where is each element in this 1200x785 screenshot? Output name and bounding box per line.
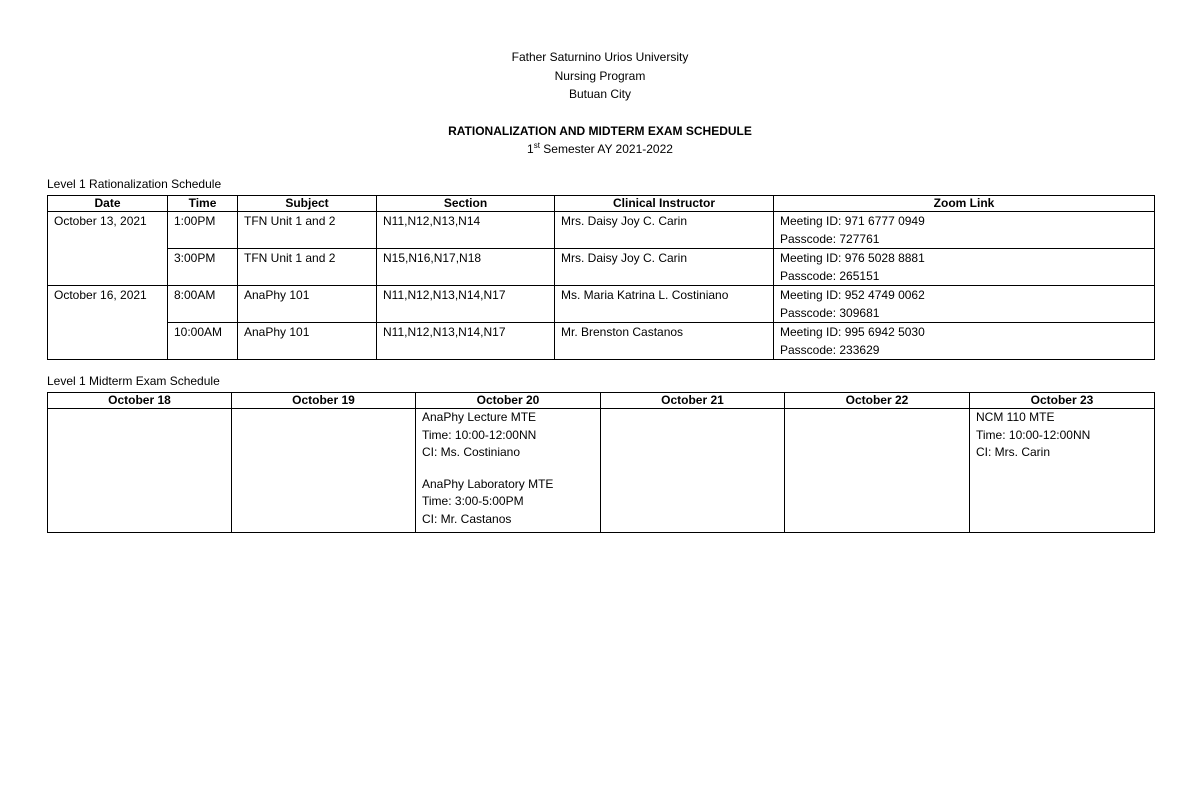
table-header-row [48,196,1155,212]
column-header-october-21: October 21 [601,393,785,409]
time-cell: 1:00PM [168,212,238,249]
exam-time: Time: 10:00-12:00NN [976,427,1091,442]
table-header-row [48,393,1155,409]
subject-cell: TFN Unit 1 and 2 [238,249,377,286]
exam-instructor: CI: Mrs. Carin [976,445,1051,459]
column-header-subject: Subject [238,196,377,212]
instructor-cell: Mrs. Daisy Joy C. Carin [555,249,774,286]
semester-ordinal: st [533,141,540,150]
instructor-cell: Mrs. Daisy Joy C. Carin [555,212,774,249]
exam-instructor: CI: Ms. Costiniano [422,445,521,459]
meeting-id: Meeting ID: 971 6777 0949 [780,214,925,228]
section-cell: N11,N12,N13,N14,N17 [377,286,555,323]
exam-instructor: CI: Mr. Castanos [422,511,512,526]
passcode: Passcode: 727761 [780,231,880,246]
day-cell-october-21 [601,409,785,533]
city-name: Butuan City [568,87,632,101]
rationalization-table [47,195,1155,360]
section-cell: N11,N12,N13,N14 [377,212,555,249]
exam-time: Time: 10:00-12:00NN [422,427,537,442]
subject-cell: AnaPhy 101 [238,286,377,323]
day-cell-october-18 [48,409,232,533]
column-header-october-23: October 23 [970,393,1155,409]
day-cell-october-22 [785,409,970,533]
date-cell: October 16, 2021 [48,286,168,360]
date-cell: October 13, 2021 [48,212,168,286]
midterm-table [47,392,1155,533]
table-row [48,323,1155,360]
passcode: Passcode: 309681 [780,305,880,320]
program-name: Nursing Program [554,68,646,83]
meeting-id: Meeting ID: 952 4749 0062 [780,288,925,302]
column-header-zoom-link: Zoom Link [774,196,1155,212]
exam-name: AnaPhy Laboratory MTE [422,476,554,491]
semester-number: 1 [527,142,534,156]
time-cell: 3:00PM [168,249,238,286]
exam-name: AnaPhy Lecture MTE [422,410,537,424]
column-header-october-20: October 20 [416,393,601,409]
day-cell-october-19 [232,409,416,533]
column-header-date: Date [48,196,168,212]
meeting-id: Meeting ID: 995 6942 5030 [780,325,925,339]
time-cell: 10:00AM [168,323,238,360]
column-header-october-22: October 22 [785,393,970,409]
time-cell: 8:00AM [168,286,238,323]
column-header-section: Section [377,196,555,212]
table-row [48,286,1155,323]
semester-text: Semester AY 2021-2022 [539,142,673,156]
document-header [0,48,1200,159]
subject-cell: TFN Unit 1 and 2 [238,212,377,249]
table-row [48,212,1155,249]
table-row [48,409,1155,533]
section-cell: N15,N16,N17,N18 [377,249,555,286]
passcode: Passcode: 265151 [780,268,880,283]
exam-time: Time: 3:00-5:00PM [422,494,524,508]
zoom-link-cell [774,249,1155,286]
midterm-caption: Level 1 Midterm Exam Schedule [47,374,220,388]
table-row [48,249,1155,286]
document-title: RATIONALIZATION AND MIDTERM EXAM SCHEDULE [448,123,752,138]
column-header-instructor: Clinical Instructor [555,196,774,212]
instructor-cell: Mr. Brenston Castanos [555,323,774,360]
passcode: Passcode: 233629 [780,342,880,357]
section-cell: N11,N12,N13,N14,N17 [377,323,555,360]
spacer [422,462,594,476]
column-header-october-18: October 18 [48,393,232,409]
zoom-link-cell [774,323,1155,360]
university-name: Father Saturnino Urios University [511,50,689,64]
day-cell-october-23 [970,409,1155,533]
zoom-link-cell [774,212,1155,249]
day-cell-october-20 [416,409,601,533]
zoom-link-cell [774,286,1155,323]
meeting-id: Meeting ID: 976 5028 8881 [780,251,925,265]
column-header-october-19: October 19 [232,393,416,409]
semester-line [0,140,1200,159]
exam-name: NCM 110 MTE [976,410,1055,424]
column-header-time: Time [168,196,238,212]
instructor-cell: Ms. Maria Katrina L. Costiniano [555,286,774,323]
rationalization-caption: Level 1 Rationalization Schedule [47,177,222,191]
subject-cell: AnaPhy 101 [238,323,377,360]
